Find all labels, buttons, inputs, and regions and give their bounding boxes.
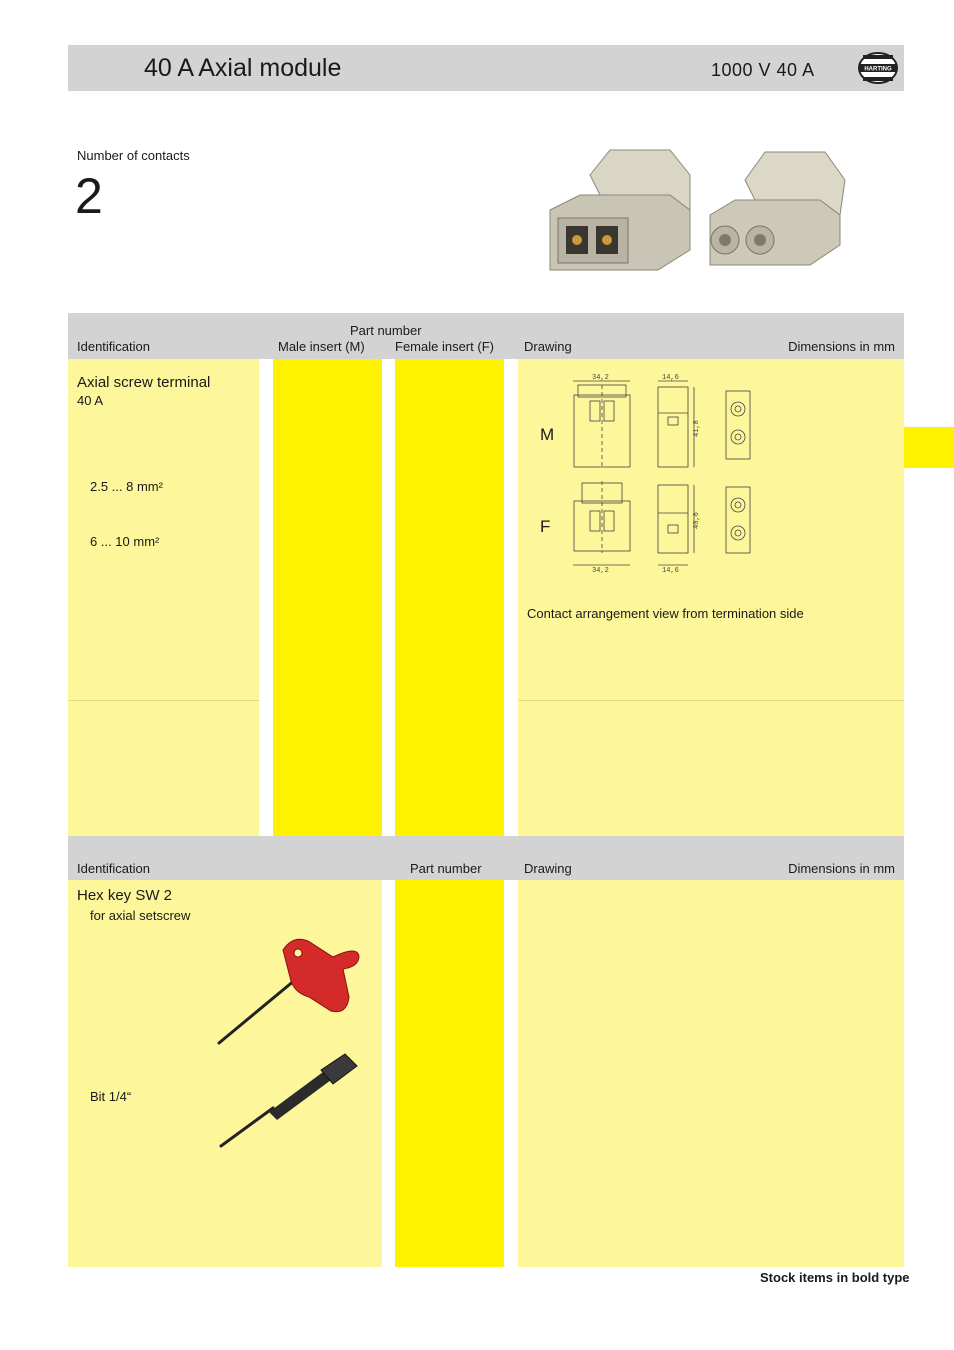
male-part-number-column xyxy=(273,359,382,836)
drawing-label-m: M xyxy=(540,425,555,444)
dim-width-bottom: 34,2 xyxy=(592,567,609,573)
stock-items-note: Stock items in bold type xyxy=(760,1270,910,1285)
female-part-number-column xyxy=(395,359,504,836)
harting-logo xyxy=(857,50,899,86)
dim-height-f: 40,6 xyxy=(693,512,701,529)
male-insert-image xyxy=(550,150,690,270)
table2-drawing-cell xyxy=(518,880,904,1267)
drawing-heading-2: Drawing xyxy=(524,861,572,876)
technical-drawing xyxy=(568,373,768,573)
item-current: 40 A xyxy=(77,393,104,408)
row-divider xyxy=(68,700,259,701)
drawing-caption: Contact arrangement view from termination side xyxy=(527,606,804,621)
identification-heading: Identification xyxy=(77,339,150,354)
part-number-heading: Part number xyxy=(350,323,422,338)
section-tab xyxy=(904,427,954,468)
male-insert-heading: Male insert (M) xyxy=(278,339,365,354)
table1-header xyxy=(68,313,904,359)
contacts-label: Number of contacts xyxy=(77,148,190,163)
table2-identification-cell xyxy=(68,880,382,1267)
dim-height-m: 41,8 xyxy=(693,420,701,437)
female-insert-image xyxy=(710,152,845,265)
hex-key-image xyxy=(213,935,363,1050)
dimensions-heading-2: Dimensions in mm xyxy=(788,861,895,876)
drawing-label-f: F xyxy=(540,517,551,536)
product-photo xyxy=(540,140,860,280)
svg-text:HARTING: HARTING xyxy=(864,66,892,73)
table2-header xyxy=(68,836,904,880)
tool-name: Hex key SW 2 xyxy=(77,887,173,904)
dim-depth-bottom: 14,6 xyxy=(662,567,679,573)
dimensions-heading: Dimensions in mm xyxy=(788,339,895,354)
female-insert-heading: Female insert (F) xyxy=(395,339,494,354)
contacts-value: 2 xyxy=(75,168,103,224)
table1-identification-cell xyxy=(68,359,259,836)
tool-description: for axial setscrew xyxy=(90,908,191,923)
dim-depth-top: 14,6 xyxy=(662,374,679,382)
table1-drawing-cell xyxy=(518,359,904,836)
voltage-current-rating: 1000 V 40 A xyxy=(711,60,815,80)
bit-image xyxy=(213,1050,373,1155)
bit-label: Bit 1/4“ xyxy=(90,1089,132,1104)
wire-range-1: 2.5 ... 8 mm² xyxy=(90,479,163,494)
page-title: 40 A Axial module xyxy=(144,54,342,82)
identification-heading-2: Identification xyxy=(77,861,150,876)
item-name: Axial screw terminal xyxy=(77,374,211,391)
drawing-heading: Drawing xyxy=(524,339,572,354)
part-number-heading-2: Part number xyxy=(410,861,482,876)
wire-range-2: 6 ... 10 mm² xyxy=(90,534,160,549)
tool-part-number-column xyxy=(395,880,504,1267)
row-divider xyxy=(518,700,904,701)
dim-width-top: 34,2 xyxy=(592,374,609,382)
